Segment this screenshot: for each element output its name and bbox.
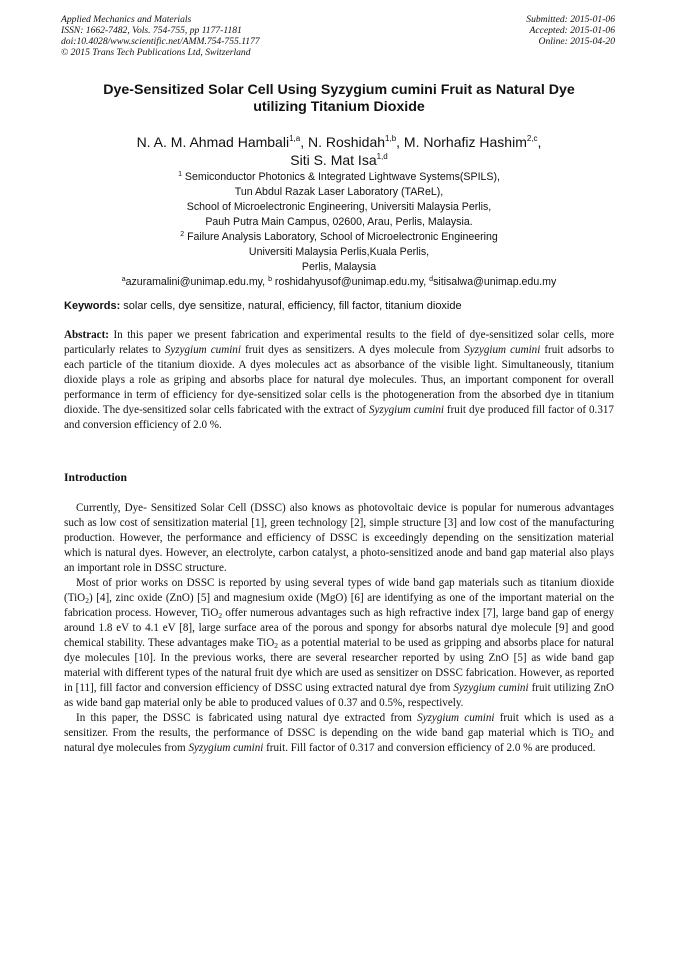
title-line-2: utilizing Titanium Dioxide <box>253 99 425 115</box>
introduction-body <box>64 501 614 756</box>
author-separator: , <box>537 134 542 150</box>
affiliation-line: School of Microelectronic Engineering, Universiti Malaysia Perlis, <box>186 201 492 213</box>
intro-text: and natural dye molecules from <box>64 727 615 754</box>
intro-text: fruit utilizing ZnO as wide band gap material only be able to produced values of 0.37 and 0.5%, respectively. <box>64 682 615 709</box>
abstract-text: In this paper we present fabrication and experimental results to the field of dye-sensitized solar cells, more particularly relates to <box>64 329 614 356</box>
author-3-affil: 2,c <box>526 134 538 143</box>
email-d: sitisalwa@unimap.edu.my <box>433 276 557 288</box>
authors-line-2 <box>40 151 638 169</box>
affiliation-line: Pauh Putra Main Campus, 02600, Arau, Perlis, Malaysia. <box>205 216 473 228</box>
author-1: N. A. M. Ahmad Hambali <box>136 134 290 150</box>
introduction-heading: Introduction <box>64 471 127 484</box>
intro-text: In this paper, the DSSC is fabricated using natural dye extracted from <box>76 712 418 724</box>
abstract-text: fruit dyes as sensitizers. A dyes molecule from <box>240 344 465 356</box>
affiliation-line <box>40 230 638 245</box>
affiliation-line: Tun Abdul Razak Laser Laboratory (TAReL), <box>234 186 444 198</box>
affiliation-1-marker: 1 <box>178 171 182 178</box>
intro-text: fruit which is used as a sensitizer. From the results, the performance of DSSC is depending on the wide band gap material which is TiO <box>64 712 614 739</box>
intro-text: as a potential material to be used as gripping and absorbs place for natural dye molecules [10]. In the previous works, there are several researcher reported by using ZnO [5] as wide band gap material with different types of the natural fruit dye which are used as sensitizer on DSSC fabrication. However, as reported in [11], fill factor and conversion efficiency of DSSC using extracted natural dye from <box>64 637 614 694</box>
email-b: roshidahyusof@unimap.edu.my, <box>271 276 430 288</box>
abstract-label: Abstract: <box>64 329 109 341</box>
species-name: Syzygium cumini <box>464 344 541 356</box>
submitted-date: Submitted: 2015-01-06 <box>526 14 615 25</box>
accepted-date: Accepted: 2015-01-06 <box>529 25 615 36</box>
abstract-text: fruit adsorbs to each particle of the titanium dioxide. A dyes molecules act as absorbance of the visible light. Simultaneously, titanium dioxide plays a role as griping and absorbs place for natural dye molecules. Thus, an important component for overall performance in term of efficiency for dye-sensitized solar cells is the photogeneration from the absorbed dye in titanium dioxide. The dye-sensitized solar cells fabricated with the extract of <box>64 344 614 416</box>
publication-dates <box>526 14 615 47</box>
species-name: Syzygium cumini <box>164 344 241 356</box>
email-a-marker: a <box>121 276 126 283</box>
email-line <box>40 275 638 290</box>
affiliation-line <box>40 170 638 185</box>
paper-title <box>40 82 638 116</box>
email-a: azuramalini@unimap.edu.my, <box>125 276 269 288</box>
author-1-affil: 1,a <box>289 134 301 143</box>
keywords-label: Keywords: <box>64 300 121 312</box>
keywords-text: solar cells, dye sensitize, natural, efficiency, fill factor, titanium dioxide <box>120 300 462 312</box>
abstract-paragraph <box>64 328 614 433</box>
journal-name: Applied Mechanics and Materials <box>61 14 192 25</box>
title-line-1: Dye-Sensitized Solar Cell Using Syzygium cumini Fruit as Natural Dye <box>103 82 575 98</box>
keywords <box>64 299 624 313</box>
author-3: , M. Norhafiz Hashim <box>396 134 527 150</box>
journal-info <box>61 14 260 58</box>
affiliation-line: Universiti Malaysia Perlis,Kuala Perlis, <box>248 246 430 258</box>
abstract <box>64 328 614 433</box>
intro-paragraph-2 <box>64 576 614 711</box>
author-list <box>40 133 638 169</box>
intro-text: fruit. Fill factor of 0.317 and conversion efficiency of 2.0 % are produced. <box>263 742 596 754</box>
species-name: Syzygium cumini <box>188 742 264 754</box>
email-b-marker: b <box>268 276 272 283</box>
abstract-text: fruit dye produced fill factor of 0.317 and conversion efficiency of 2.0 %. <box>64 404 614 431</box>
issn-line: ISSN: 1662-7482, Vols. 754-755, pp 1177-1181 <box>61 25 242 36</box>
subscript: 2 <box>85 596 89 605</box>
intro-text: offer numerous advantages such as high refractive index [7], large band gap of energy around 1.8 eV to 4.1 eV [8], large surface area of the porous and spongy for absorbs natural dye molecule [9] and good chemical stability. These advantages make TiO <box>64 607 614 649</box>
author-4: Siti S. Mat Isa <box>290 152 377 168</box>
author-4-affil: 1,d <box>376 152 388 161</box>
species-name: Syzygium cumini <box>417 712 495 724</box>
affiliation-1-text: Semiconductor Photonics & Integrated Lightwave Systems(SPILS), <box>181 171 500 183</box>
intro-text: Most of prior works on DSSC is reported by using several types of wide band gap materials such as titanium dioxide (TiO <box>64 577 614 604</box>
online-date: Online: 2015-04-20 <box>538 36 615 47</box>
intro-text: ) [4], zinc oxide (ZnO) [5] and magnesium oxide (MgO) [6] are identifying as one of the important material on the fabrication process. However, TiO <box>64 592 614 619</box>
intro-paragraph-1: Currently, Dye- Sensitized Solar Cell (DSSC) also knows as photovoltaic device is popular for numerous advantages such as low cost of sensitization material [1], green technology [2], simple structure [3] and low cost of the manufacturing production. However, the performance and efficiency of DSSC is exceedingly depending on the sensitization material which is natural dyes. However, an electrolyte, carbon catalyst, a photo-sensitized anode and band gap material also plays an important role in DSSC structure. <box>64 502 614 574</box>
copyright-line: © 2015 Trans Tech Publications Ltd, Switzerland <box>61 47 251 58</box>
author-2: , N. Roshidah <box>300 134 386 150</box>
author-2-affil: 1,b <box>385 134 397 143</box>
email-d-marker: d <box>429 276 434 283</box>
affiliations <box>40 170 638 290</box>
subscript: 2 <box>589 731 594 740</box>
affiliation-2-marker: 2 <box>180 231 185 238</box>
subscript: 2 <box>274 641 278 650</box>
intro-paragraph-3 <box>64 711 614 756</box>
authors-line-1 <box>40 133 638 151</box>
affiliation-2-text: Failure Analysis Laboratory, School of Microelectronic Engineering <box>184 231 498 243</box>
subscript: 2 <box>218 611 223 620</box>
species-name: Syzygium cumini <box>368 404 444 416</box>
species-name: Syzygium cumini <box>453 682 529 694</box>
doi-line: doi:10.4028/www.scientific.net/AMM.754-755.1177 <box>61 36 260 47</box>
affiliation-line: Perlis, Malaysia <box>301 261 377 273</box>
